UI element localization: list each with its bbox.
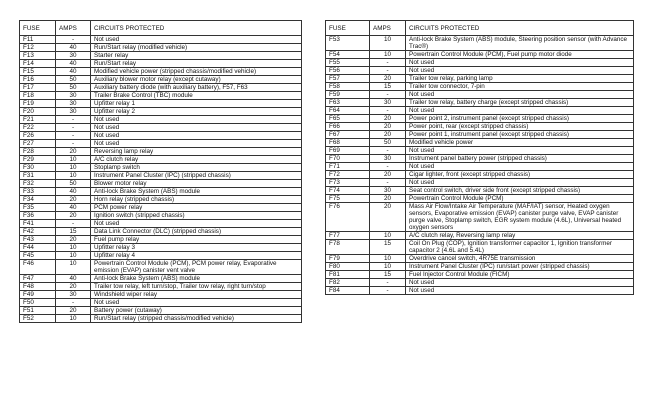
circuit-description-cell: Powertrain Control Module (PCM), PCM power relay, Evaporative emission (EVAP) canister vent valve xyxy=(91,260,302,275)
fuse-id-cell: F15 xyxy=(20,68,56,76)
circuit-description-cell: Trailer tow relay, parking lamp xyxy=(406,75,634,83)
table-row xyxy=(20,307,302,315)
amps-cell: 30 xyxy=(56,92,91,100)
table-row xyxy=(20,236,302,244)
amps-cell: - xyxy=(370,107,406,115)
amps-cell: 20 xyxy=(370,115,406,123)
fuse-id-cell: F20 xyxy=(20,108,56,116)
amps-cell: - xyxy=(56,299,91,307)
circuit-description-cell: Auxiliary battery diode (with auxiliary battery), F57, F63 xyxy=(91,84,302,92)
circuit-description-cell: Not used xyxy=(406,91,634,99)
amps-cell: 10 xyxy=(370,255,406,263)
fuse-id-cell: F72 xyxy=(326,171,370,179)
table-row xyxy=(20,124,302,132)
table-row xyxy=(326,163,634,171)
fuse-id-cell: F34 xyxy=(20,196,56,204)
table-row xyxy=(20,244,302,252)
table-row xyxy=(20,228,302,236)
amps-cell: 40 xyxy=(56,60,91,68)
fuse-id-cell: F19 xyxy=(20,100,56,108)
amps-cell: - xyxy=(56,116,91,124)
table-row xyxy=(326,240,634,255)
fuse-id-cell: F45 xyxy=(20,252,56,260)
fuse-table-left-body xyxy=(20,36,302,323)
table-row xyxy=(20,220,302,228)
fuse-table-right xyxy=(325,20,634,295)
circuit-description-cell: Mass Air Flow/Intake Air Temperature (MAF/IAT) sensor, Heated oxygen sensors, Evaporative emission (EVAP) canister purge valve, EVAP canister purge valve, Stoplamp switch, EGR system module (4.6L), Universal heated oxygen sensors xyxy=(406,203,634,232)
circuit-description-cell: Stoplamp switch xyxy=(91,164,302,172)
table-row xyxy=(326,83,634,91)
fuse-id-cell: F65 xyxy=(326,115,370,123)
table-row xyxy=(20,36,302,44)
fuse-id-cell: F78 xyxy=(326,240,370,255)
table-row xyxy=(326,115,634,123)
table-row xyxy=(326,279,634,287)
circuit-description-cell: Fuel Injector Control Module (FICM) xyxy=(406,271,634,279)
amps-cell: 20 xyxy=(56,148,91,156)
amps-cell: 20 xyxy=(370,75,406,83)
table-row xyxy=(326,147,634,155)
circuit-description-cell: Modified vehicle power xyxy=(406,139,634,147)
table-row xyxy=(20,100,302,108)
fuse-id-cell: F27 xyxy=(20,140,56,148)
amps-cell: 10 xyxy=(56,172,91,180)
circuit-description-cell: Upfitter relay 3 xyxy=(91,244,302,252)
fuse-id-cell: F70 xyxy=(326,155,370,163)
fuse-id-cell: F71 xyxy=(326,163,370,171)
amps-cell: 20 xyxy=(370,203,406,232)
fuse-id-cell: F43 xyxy=(20,236,56,244)
fuse-id-cell: F82 xyxy=(326,279,370,287)
amps-cell: - xyxy=(370,67,406,75)
circuit-description-cell: Power point 1, instrument panel (except stripped chassis) xyxy=(406,131,634,139)
table-row xyxy=(20,84,302,92)
amps-cell: 50 xyxy=(56,76,91,84)
table-row xyxy=(20,252,302,260)
fuse-id-cell: F26 xyxy=(20,132,56,140)
table-row xyxy=(20,60,302,68)
circuit-description-cell: Upfitter relay 4 xyxy=(91,252,302,260)
table-row xyxy=(20,68,302,76)
amps-cell: - xyxy=(56,140,91,148)
circuit-description-cell: Run/Start relay xyxy=(91,60,302,68)
table-row xyxy=(20,204,302,212)
circuit-description-cell: Cigar lighter, front (except stripped chassis) xyxy=(406,171,634,179)
table-row xyxy=(326,75,634,83)
circuit-description-cell: Not used xyxy=(91,124,302,132)
fuse-id-cell: F64 xyxy=(326,107,370,115)
fuse-id-cell: F80 xyxy=(326,263,370,271)
circuit-description-cell: Powertrain Control Module (PCM) xyxy=(406,195,634,203)
table-row xyxy=(20,275,302,283)
amps-column-header: AMPS xyxy=(56,21,91,36)
fuse-id-cell: F14 xyxy=(20,60,56,68)
amps-cell: - xyxy=(56,124,91,132)
circuit-description-cell: A/C clutch relay, Reversing lamp relay xyxy=(406,232,634,240)
table-row xyxy=(326,171,634,179)
circuit-description-cell: Overdrive cancel switch, 4R75E transmission xyxy=(406,255,634,263)
fuse-id-cell: F81 xyxy=(326,271,370,279)
fuse-id-cell: F18 xyxy=(20,92,56,100)
amps-column-header: AMPS xyxy=(370,21,406,36)
amps-cell: 30 xyxy=(56,108,91,116)
fuse-id-cell: F30 xyxy=(20,164,56,172)
fuse-id-cell: F76 xyxy=(326,203,370,232)
fuse-id-cell: F54 xyxy=(326,51,370,59)
fuse-id-cell: F41 xyxy=(20,220,56,228)
amps-cell: 10 xyxy=(370,36,406,51)
circuit-description-cell: Not used xyxy=(406,287,634,295)
table-row xyxy=(326,271,634,279)
amps-cell: - xyxy=(56,36,91,44)
table-row xyxy=(20,212,302,220)
amps-cell: 10 xyxy=(370,51,406,59)
circuit-description-cell: A/C clutch relay xyxy=(91,156,302,164)
table-row xyxy=(326,123,634,131)
amps-cell: 20 xyxy=(370,171,406,179)
table-header-row xyxy=(326,21,634,36)
fuse-id-cell: F67 xyxy=(326,131,370,139)
circuit-description-cell: Reversing lamp relay xyxy=(91,148,302,156)
circuit-description-cell: Power point 2, instrument panel (except stripped chassis) xyxy=(406,115,634,123)
fuse-id-cell: F29 xyxy=(20,156,56,164)
circuit-description-cell: Coil On Plug (COP), Ignition transformer capacitor 1, Ignition transformer capacitor 2 (4.6L and 5.4L) xyxy=(406,240,634,255)
circuit-description-cell: Instrument Panel Cluster (IPC) (stripped chassis) xyxy=(91,172,302,180)
circuit-description-cell: Not used xyxy=(406,107,634,115)
circuit-description-cell: Not used xyxy=(91,116,302,124)
amps-cell: 10 xyxy=(56,164,91,172)
amps-cell: 30 xyxy=(56,100,91,108)
fuse-id-cell: F52 xyxy=(20,315,56,323)
table-row xyxy=(326,195,634,203)
fuse-id-cell: F58 xyxy=(326,83,370,91)
table-row xyxy=(20,132,302,140)
amps-cell: - xyxy=(370,179,406,187)
fuse-id-cell: F46 xyxy=(20,260,56,275)
table-row xyxy=(326,91,634,99)
fuse-id-cell: F48 xyxy=(20,283,56,291)
table-row xyxy=(20,188,302,196)
circuit-description-cell: Battery power (cutaway) xyxy=(91,307,302,315)
table-row xyxy=(326,99,634,107)
table-row xyxy=(326,179,634,187)
table-row xyxy=(326,107,634,115)
circuit-description-cell: Trailer Brake Control (TBC) module xyxy=(91,92,302,100)
amps-cell: 15 xyxy=(370,240,406,255)
circuits-column-header: CIRCUITS PROTECTED xyxy=(91,21,302,36)
table-row xyxy=(326,51,634,59)
fuse-id-cell: F68 xyxy=(326,139,370,147)
fuse-id-cell: F84 xyxy=(326,287,370,295)
amps-cell: - xyxy=(370,279,406,287)
table-row xyxy=(326,263,634,271)
table-row xyxy=(326,187,634,195)
fuse-id-cell: F53 xyxy=(326,36,370,51)
fuse-id-cell: F59 xyxy=(326,91,370,99)
fuse-id-cell: F77 xyxy=(326,232,370,240)
circuit-description-cell: Blower motor relay xyxy=(91,180,302,188)
amps-cell: - xyxy=(370,287,406,295)
fuse-id-cell: F49 xyxy=(20,291,56,299)
table-row xyxy=(20,164,302,172)
fuse-id-cell: F35 xyxy=(20,204,56,212)
fuse-id-cell: F32 xyxy=(20,180,56,188)
amps-cell: 50 xyxy=(56,84,91,92)
table-row xyxy=(326,36,634,51)
circuit-description-cell: Instrument panel battery power (stripped chassis) xyxy=(406,155,634,163)
table-row xyxy=(326,155,634,163)
circuit-description-cell: Not used xyxy=(91,132,302,140)
table-row xyxy=(20,283,302,291)
fuse-id-cell: F74 xyxy=(326,187,370,195)
amps-cell: - xyxy=(56,132,91,140)
fuse-id-cell: F11 xyxy=(20,36,56,44)
fuse-table-left xyxy=(19,20,302,323)
circuit-description-cell: Windshield wiper relay xyxy=(91,291,302,299)
table-row xyxy=(20,156,302,164)
circuit-description-cell: Not used xyxy=(406,163,634,171)
circuits-column-header: CIRCUITS PROTECTED xyxy=(406,21,634,36)
amps-cell: 30 xyxy=(56,291,91,299)
amps-cell: - xyxy=(370,163,406,171)
circuit-description-cell: Not used xyxy=(406,67,634,75)
table-row xyxy=(20,108,302,116)
circuit-description-cell: Horn relay (stripped chassis) xyxy=(91,196,302,204)
amps-cell: - xyxy=(370,59,406,67)
circuit-description-cell: Not used xyxy=(406,279,634,287)
fuse-id-cell: F66 xyxy=(326,123,370,131)
fuse-id-cell: F63 xyxy=(326,99,370,107)
table-header-row xyxy=(20,21,302,36)
amps-cell: 10 xyxy=(370,263,406,271)
circuit-description-cell: Not used xyxy=(406,179,634,187)
table-row xyxy=(326,287,634,295)
fuse-id-cell: F22 xyxy=(20,124,56,132)
fuse-id-cell: F21 xyxy=(20,116,56,124)
circuit-description-cell: Ignition switch (stripped chassis) xyxy=(91,212,302,220)
table-row xyxy=(20,92,302,100)
circuit-description-cell: Modified vehicle power (stripped chassis/modified vehicle) xyxy=(91,68,302,76)
table-row xyxy=(326,139,634,147)
amps-cell: 20 xyxy=(56,307,91,315)
amps-cell: 30 xyxy=(370,187,406,195)
circuit-description-cell: Power point, rear (except stripped chassis) xyxy=(406,123,634,131)
fuse-id-cell: F42 xyxy=(20,228,56,236)
circuit-description-cell: Not used xyxy=(406,59,634,67)
amps-cell: - xyxy=(370,91,406,99)
table-row xyxy=(20,196,302,204)
amps-cell: 40 xyxy=(56,188,91,196)
table-row xyxy=(20,180,302,188)
fuse-id-cell: F44 xyxy=(20,244,56,252)
table-row xyxy=(326,131,634,139)
table-row xyxy=(20,315,302,323)
table-row xyxy=(20,44,302,52)
circuit-description-cell: Anti-lock Brake System (ABS) module, Steering position sensor (with Advance Trac®) xyxy=(406,36,634,51)
circuit-description-cell: PCM power relay xyxy=(91,204,302,212)
circuit-description-cell: Fuel pump relay xyxy=(91,236,302,244)
circuit-description-cell: Not used xyxy=(91,299,302,307)
table-row xyxy=(326,67,634,75)
fuse-id-cell: F31 xyxy=(20,172,56,180)
circuit-description-cell: Powertrain Control Module (PCM), Fuel pump motor diode xyxy=(406,51,634,59)
fuse-id-cell: F13 xyxy=(20,52,56,60)
amps-cell: 15 xyxy=(56,228,91,236)
fuse-id-cell: F57 xyxy=(326,75,370,83)
amps-cell: 40 xyxy=(56,44,91,52)
table-row xyxy=(20,148,302,156)
circuit-description-cell: Auxiliary blower motor relay (except cutaway) xyxy=(91,76,302,84)
amps-cell: 10 xyxy=(56,252,91,260)
fuse-id-cell: F75 xyxy=(326,195,370,203)
amps-cell: 10 xyxy=(56,315,91,323)
amps-cell: 10 xyxy=(56,156,91,164)
amps-cell: 30 xyxy=(370,155,406,163)
amps-cell: 40 xyxy=(56,275,91,283)
circuit-description-cell: Starter relay xyxy=(91,52,302,60)
amps-cell: 50 xyxy=(370,139,406,147)
circuit-description-cell: Anti-lock Brake System (ABS) module xyxy=(91,188,302,196)
amps-cell: 30 xyxy=(370,99,406,107)
table-row xyxy=(20,76,302,84)
table-row xyxy=(20,116,302,124)
fuse-id-cell: F28 xyxy=(20,148,56,156)
amps-cell: 20 xyxy=(56,196,91,204)
fuse-id-cell: F73 xyxy=(326,179,370,187)
amps-cell: 20 xyxy=(56,236,91,244)
table-row xyxy=(20,52,302,60)
fuse-id-cell: F47 xyxy=(20,275,56,283)
table-row xyxy=(326,203,634,232)
table-row xyxy=(20,299,302,307)
fuse-id-cell: F56 xyxy=(326,67,370,75)
fuse-column-header: FUSE xyxy=(20,21,56,36)
table-row xyxy=(326,255,634,263)
amps-cell: - xyxy=(370,147,406,155)
amps-cell: 15 xyxy=(370,83,406,91)
amps-cell: 40 xyxy=(56,68,91,76)
circuit-description-cell: Trailer tow relay, left turn/stop, Trailer tow relay, right turn/stop xyxy=(91,283,302,291)
table-row xyxy=(326,59,634,67)
amps-cell: 50 xyxy=(56,180,91,188)
fuse-id-cell: F33 xyxy=(20,188,56,196)
fuse-id-cell: F17 xyxy=(20,84,56,92)
fuse-id-cell: F51 xyxy=(20,307,56,315)
fuse-id-cell: F50 xyxy=(20,299,56,307)
circuit-description-cell: Seat control switch, driver side front (except stripped chassis) xyxy=(406,187,634,195)
table-row xyxy=(20,140,302,148)
table-row xyxy=(20,260,302,275)
table-row xyxy=(326,232,634,240)
circuit-description-cell: Not used xyxy=(91,220,302,228)
amps-cell: 10 xyxy=(56,244,91,252)
circuit-description-cell: Trailer tow connector, 7-pin xyxy=(406,83,634,91)
fuse-id-cell: F16 xyxy=(20,76,56,84)
amps-cell: 30 xyxy=(56,52,91,60)
circuit-description-cell: Run/Start relay (modified vehicle) xyxy=(91,44,302,52)
amps-cell: 20 xyxy=(370,131,406,139)
fuse-id-cell: F12 xyxy=(20,44,56,52)
table-row xyxy=(20,172,302,180)
fuse-id-cell: F36 xyxy=(20,212,56,220)
fuse-column-header: FUSE xyxy=(326,21,370,36)
circuit-description-cell: Run/Start relay (stripped chassis/modified vehicle) xyxy=(91,315,302,323)
amps-cell: - xyxy=(56,220,91,228)
amps-cell: 20 xyxy=(56,283,91,291)
circuit-description-cell: Data Link Connector (DLC) (stripped chassis) xyxy=(91,228,302,236)
fuse-table-right-body xyxy=(326,36,634,295)
circuit-description-cell: Not used xyxy=(91,140,302,148)
circuit-description-cell: Upfitter relay 1 xyxy=(91,100,302,108)
fuse-id-cell: F79 xyxy=(326,255,370,263)
circuit-description-cell: Upfitter relay 2 xyxy=(91,108,302,116)
circuit-description-cell: Anti-lock Brake System (ABS) module xyxy=(91,275,302,283)
amps-cell: 40 xyxy=(56,204,91,212)
fuse-id-cell: F55 xyxy=(326,59,370,67)
amps-cell: 20 xyxy=(370,195,406,203)
amps-cell: 10 xyxy=(56,260,91,275)
fuse-id-cell: F69 xyxy=(326,147,370,155)
amps-cell: 15 xyxy=(370,271,406,279)
amps-cell: 20 xyxy=(370,123,406,131)
circuit-description-cell: Not used xyxy=(406,147,634,155)
circuit-description-cell: Trailer tow relay, battery charge (except stripped chassis) xyxy=(406,99,634,107)
circuit-description-cell: Instrument Panel Cluster (IPC) run/start power (stripped chassis) xyxy=(406,263,634,271)
table-row xyxy=(20,291,302,299)
amps-cell: 10 xyxy=(370,232,406,240)
amps-cell: 20 xyxy=(56,212,91,220)
circuit-description-cell: Not used xyxy=(91,36,302,44)
